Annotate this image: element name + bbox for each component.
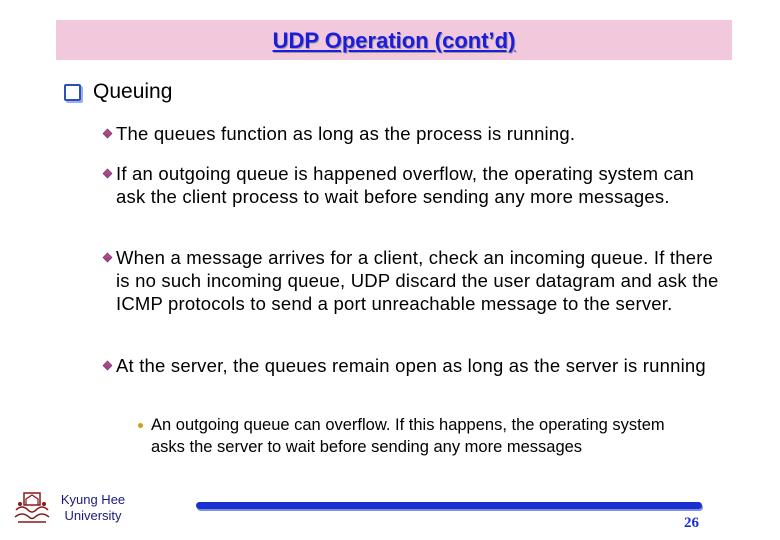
- section-heading: [64, 80, 172, 104]
- bullet-text: When a message arrives for a client, check an incoming queue. If there is no such incoming queue, UDP discard the user datagram and ask the ICMP protocols to send a port unreachable message to the server.: [116, 247, 719, 314]
- bullet-item: [104, 122, 724, 145]
- university-seal-icon: [12, 490, 52, 526]
- bullet-text: If an outgoing queue is happened overflow, the operating system can ask the client process to wait before sending any more messages.: [116, 163, 695, 207]
- sub-bullet-text: An outgoing queue can overflow. If this happens, the operating system asks the server to wait before sending any more messages: [151, 416, 665, 456]
- university-name: [56, 492, 130, 524]
- bullet-text: The queues function as long as the process is running.: [116, 123, 576, 144]
- sub-bullet-item: [136, 414, 696, 458]
- checkbox-bullet-icon: [64, 84, 81, 101]
- footer-rule: [196, 502, 702, 509]
- page-number: 26: [684, 515, 699, 531]
- title-bar: [56, 20, 732, 60]
- dot-bullet-icon: [138, 423, 143, 428]
- bullet-item: [104, 354, 724, 377]
- bullet-item: [104, 162, 724, 208]
- bullet-text: At the server, the queues remain open as long as the server is running: [116, 355, 706, 376]
- section-label: Queuing: [93, 80, 173, 103]
- slide-title: UDP Operation (cont’d): [272, 28, 516, 53]
- university-name-line1: Kyung Hee: [60, 492, 126, 507]
- bullet-item: [104, 246, 724, 315]
- university-name-line2: University: [64, 508, 122, 523]
